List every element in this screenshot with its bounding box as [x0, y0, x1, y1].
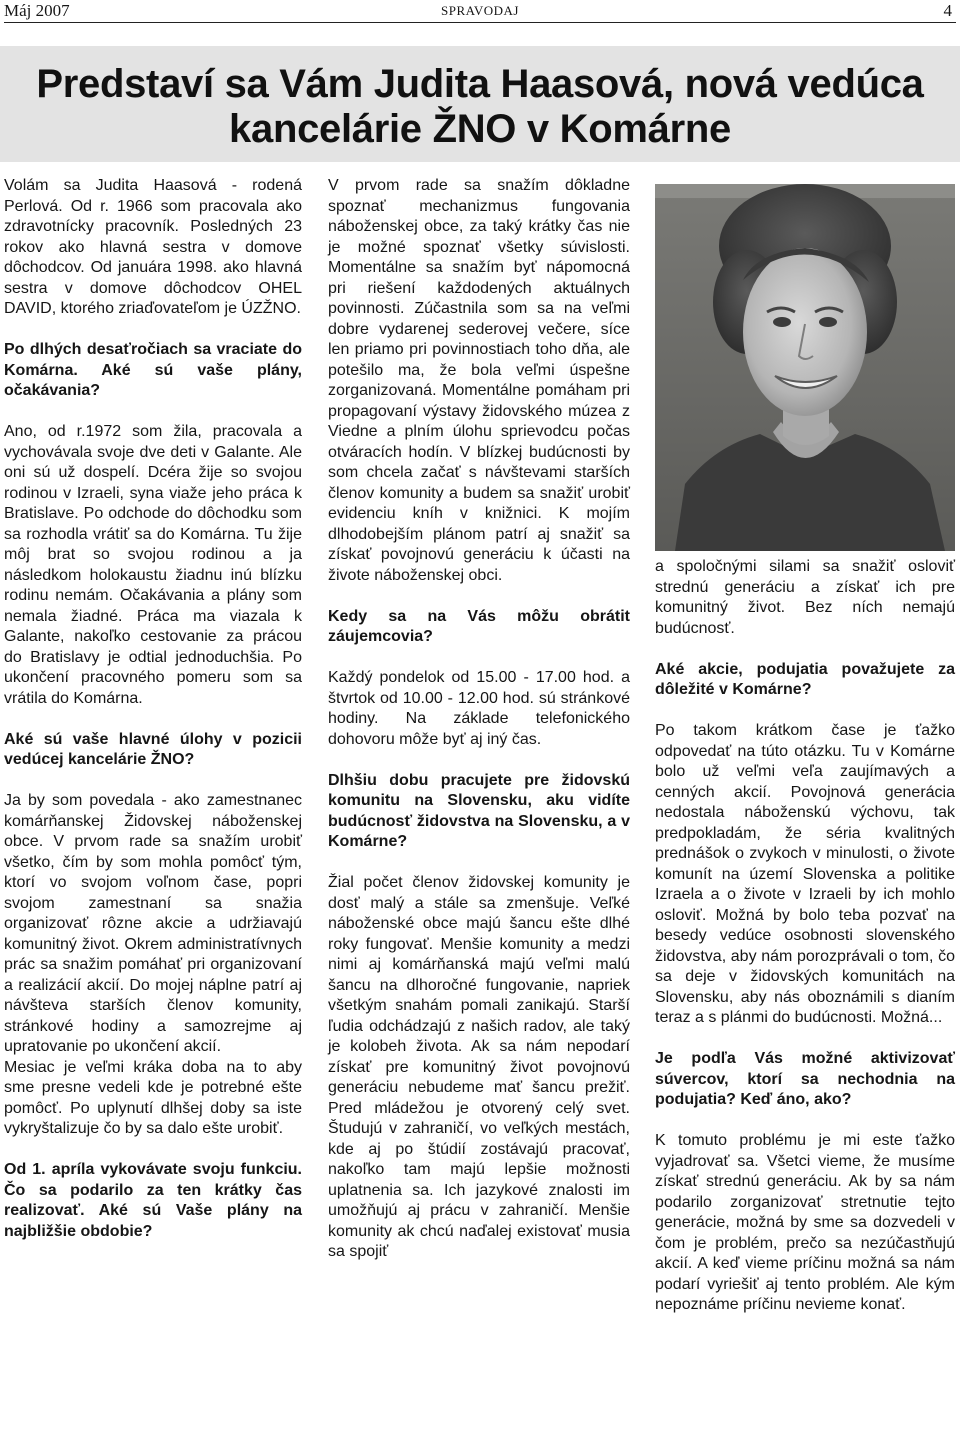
paragraph: K tomuto problému je mi este ťažko vyjadrovať sa. Všetci vieme, že musíme získať strednú generáciu. Ak by sa nám podarilo zorganizovať stretnutie tejto generácie, možná by sme sa dozvedeli v čom je problém, prečo sa nezúčastňujú akcií. A keď vieme príčinu možná sa nám podarí vyriešiť aj tento problém. Ale kým nepoznáme príčinu nevieme konať. — [655, 1132, 955, 1313]
interview-question: Je podľa Vás možné aktivizovať súvercov, ktorí sa nechodnia na podujatia? Keď áno, ako? — [655, 1050, 955, 1108]
paragraph: Ja by som povedala - ako zamestnanec komárňanskej Židovskej náboženskej obce. V prvom rade sa snažím urobiť všetko, čím by som mohla pomôcť tým, ktorí vo svojom voľnom čase, popri svojom zamestnaní sa snažia organizovať rôzne akcie a udržiavajú komunitný život. Okrem administratívnych prác sa snažim pomáhať pri organizovaní a realizácií akcií. Do mojej náplne patrí aj návšteva starších členov komunity, stránkové hodiny a samozrejme aj upratovanie po ukončení akcií. — [4, 792, 302, 1055]
paragraph: Každý pondelok od 15.00 - 17.00 hod. a štvrtok od 10.00 - 12.00 hod. sú stránkové hodiny. Na základe telefonického dohovoru môže byť aj iný čas. — [328, 669, 630, 748]
interview-question: Dlhšiu dobu pracujete pre židovskú komunitu na Slovensku, aku vidíte budúcnosť židovstva na Slovensku, a v Komárne? — [328, 771, 630, 850]
portrait-photo — [655, 184, 955, 551]
interview-question: Od 1. apríla vykovávate svoju funkciu. Čo sa podarilo za ten krátky čas realizovať. Aké sú Vaše plány na najbližšie obdobie? — [4, 1161, 302, 1240]
article-title — [0, 62, 960, 152]
paragraph: Volám sa Judita Haasová - rodená Perlová. Od r. 1966 som pracovala ako zdravotnícky pracovník. Posledných 23 rokov ako hlavná sestra v domove dôchodcov. Od januára 1998. ako hlavná sestra v domove dôchodcov OHEL DAVID, ktorého zriaďovateľom je ÚZŽNO. — [4, 177, 302, 317]
paragraph: Po takom krátkom čase je ťažko odpovedať na túto otázku. Tu v Komárne bolo už veľmi veľa zaujímavých a cenných akcií. Povojnová generácia nedostala náboženskú výchovu, tak predpokladám, že séria kvalitných prednášok o zvykoch v minulosti, o živote komunít na území Slovenska a politike Izraela a o živote v Izraeli by ich mohlo osloviť. Možná by bolo teba pozvať na besedy vedúce osobnosti slovenského židovstva, aby nám porozprávali o tom, čo sa deje v židovských komunitách na Slovensku, aby nás oboznámili s dianím teraz a s plánmi do budúcnosti. Možná... — [655, 722, 955, 1026]
interview-question: Aké sú vaše hlavné úlohy v pozicii vedúcej kancelárie ŽNO? — [4, 730, 302, 768]
page-header — [0, 0, 960, 26]
paragraph: V prvom rade sa snažím dôkladne spoznať mechanizmus fungovania náboženskej obce, za taký krátky čas nie je možné spoznať všetky súvislosti. Momentálne sa snažím byť nápomocná pri riešení každodených aktuálnych povinnosti. Zúčastnila som sa na veľmi dobre vydarenej sederovej večere, síce len priamo pri povinnostiach toho dňa, ale potešilo ma, že bola veľmi úspešne zorganizovaná. Momentálne pomáham pri propagovaní výstavy židovského múzea z Viedne a plním úlohu sprievodcu počas otváracích hodín. V blízkej budúcnosti by som chcela začať s návštevami starších členov komunity a budem sa snažiť urobiť evidenciu kníh v knižnici. K mojím dlhodobejším plánom patrí aj snažiť sa získať povojnovú generáciu k účasti na živote náboženskej obci. — [328, 177, 630, 584]
article-column-2 — [328, 176, 630, 1283]
article-title-line-1: Predstaví sa Vám Judita Haasová, nová vedúca — [36, 62, 924, 106]
interview-question: Kedy sa na Vás môžu obrátit záujemcovia? — [328, 607, 630, 645]
article-column-1 — [4, 176, 302, 1263]
portrait-image — [655, 184, 955, 551]
page-number: 4 — [943, 1, 952, 20]
paragraph: Mesiac je veľmi kráka doba na to aby sme presne vedeli kde je potrebné ešte pomôcť. Po uplynutí dlhšej doby sa iste vykryštalizuje čo by sa dalo ešte urobiť. — [4, 1058, 302, 1137]
publication-name: SPRAVODAJ — [441, 3, 519, 18]
interview-question: Aké akcie, podujatia považujete za dôležité v Komárne? — [655, 660, 955, 698]
paragraph: Ano, od r.1972 som žila, pracovala a vychovávala svoje dve deti v Galante. Ale oni sú už dospelí. Dcéra žije so svojou rodinou v Izraeli, syna viaže jeho práca k Bratislave. Po odchode do dôchodku som sa rozhodla vrátiť sa do Komárna. Tu žije môj brat so svojou rodinou a ja následkom holokaustu žiadnu inú blízku rodinu nemám. Očakávania a plány som nemala žiadné. Práca ma viazala k Galante, nakoľko cestovanie za prácou do Bratislavy je odtial jednoduchšia. Po ukončení pracovného pomeru som sa vrátila do Komárna. — [4, 423, 302, 707]
paragraph: Žial počet členov židovskej komunity je dosť malý a stále sa zmenšuje. Veľké náboženské obce majú šancu ešte dlhé roky fungovať. Menšie komunity a medzi nimi aj komárňanská majú veľmi malú šancu na dlhoročné fungovanie, napriek všetkým snahám pomali zanikajú. Starší ľudia odchádzajú z našich radov, ale taký je kolobeh života. Ak sa nám nepodarí získať pre komunitný život povojnovú generáciu nebudeme mať šancu prežiť. Pred mládežou je otvorený celý svet. Študujú v zahraničí, vo veľkých mestách, kde aj po štúdií zostávajú pracovať, nakoľko tam majú lepšie možnosti uplatnenia sa. Ich jazykové znalosti im umožňujú aj prácu v zahraničí. Menšie komunity ak chcú naďalej existovať musia sa spojiť — [328, 874, 630, 1260]
issue-date: Máj 2007 — [4, 1, 70, 20]
header-rule — [4, 22, 956, 23]
interview-question: Po dlhých desaťročiach sa vraciate do Komárna. Aké sú vaše plány, očakávania? — [4, 341, 302, 399]
paragraph: a spoločnými silami sa snažiť osloviť strednú generáciu a získať ich pre komunitný život. Bez ních nemajú budúcnosť. — [655, 558, 955, 637]
article-title-line-2: kancelárie ŽNO v Komárne — [229, 107, 731, 151]
article-column-3 — [655, 557, 955, 1336]
